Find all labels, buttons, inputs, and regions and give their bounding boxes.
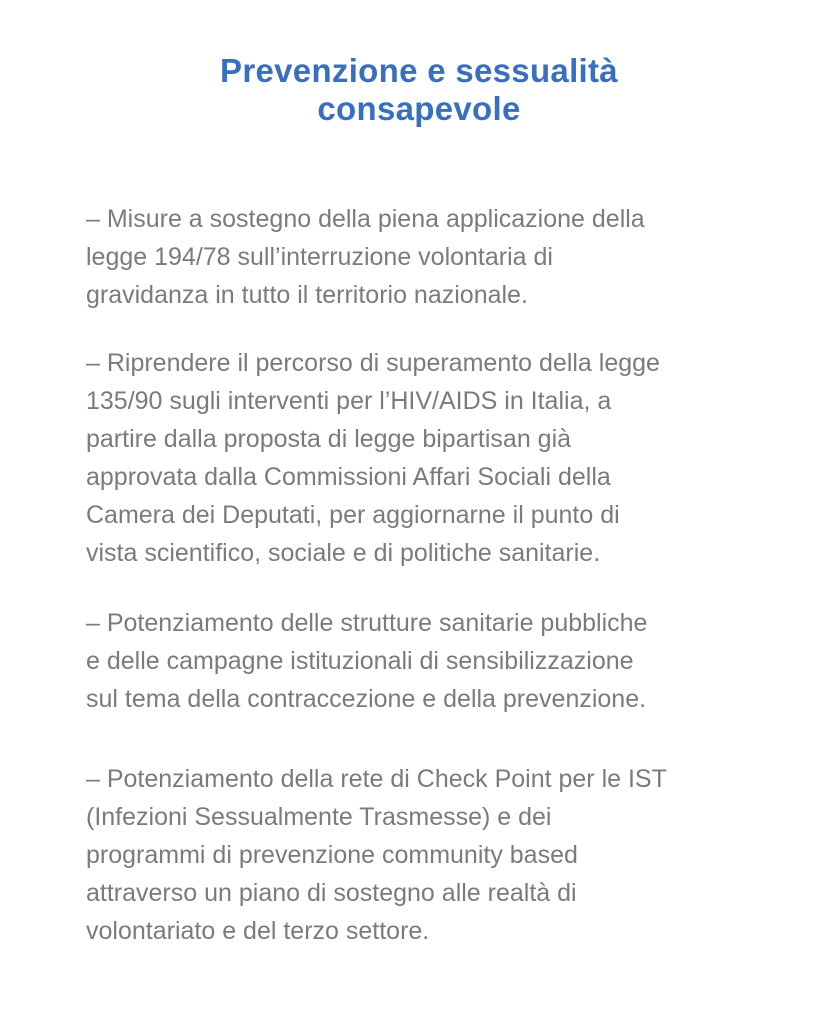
paragraph-line: gravidanza in tutto il territorio nazionale. [86,281,528,309]
paragraph-legge-135 [86,344,766,572]
paragraph-line: partire dalla proposta di legge bipartisan già [86,425,572,453]
paragraph-line: attraverso un piano di sostegno alle realtà di [86,879,577,907]
paragraph-check-point [86,760,766,950]
paragraph-line: approvata dalla Commissioni Affari Sociali della [86,463,611,491]
paragraph-line: sul tema della contraccezione e della prevenzione. [86,685,647,713]
paragraph-line: – Potenziamento delle strutture sanitarie pubbliche [86,609,648,637]
page-title-line-2: consapevole [317,90,521,127]
paragraph-line: legge 194/78 sull’interruzione volontaria di [86,243,553,271]
paragraph-line: vista scientifico, sociale e di politiche sanitarie. [86,539,601,567]
paragraph-line: (Infezioni Sessualmente Trasmesse) e dei [86,803,552,831]
paragraph-line: programmi di prevenzione community based [86,841,578,869]
page-title-line-1: Prevenzione e sessualità [220,52,618,89]
paragraph-strutture-sanitarie [86,604,766,718]
paragraph-line: – Riprendere il percorso di superamento della legge [86,349,660,377]
paragraph-line: e delle campagne istituzionali di sensibilizzazione [86,647,634,675]
paragraph-line: – Misure a sostegno della piena applicazione della [86,205,645,233]
paragraph-line: 135/90 sugli interventi per l’HIV/AIDS in Italia, a [86,387,612,415]
page-title [0,52,838,128]
paragraph-legge-194 [86,200,766,314]
paragraph-line: Camera dei Deputati, per aggiornarne il punto di [86,501,620,529]
paragraph-line: – Potenziamento della rete di Check Point per le IST [86,765,667,793]
paragraph-line: volontariato e del terzo settore. [86,917,430,945]
